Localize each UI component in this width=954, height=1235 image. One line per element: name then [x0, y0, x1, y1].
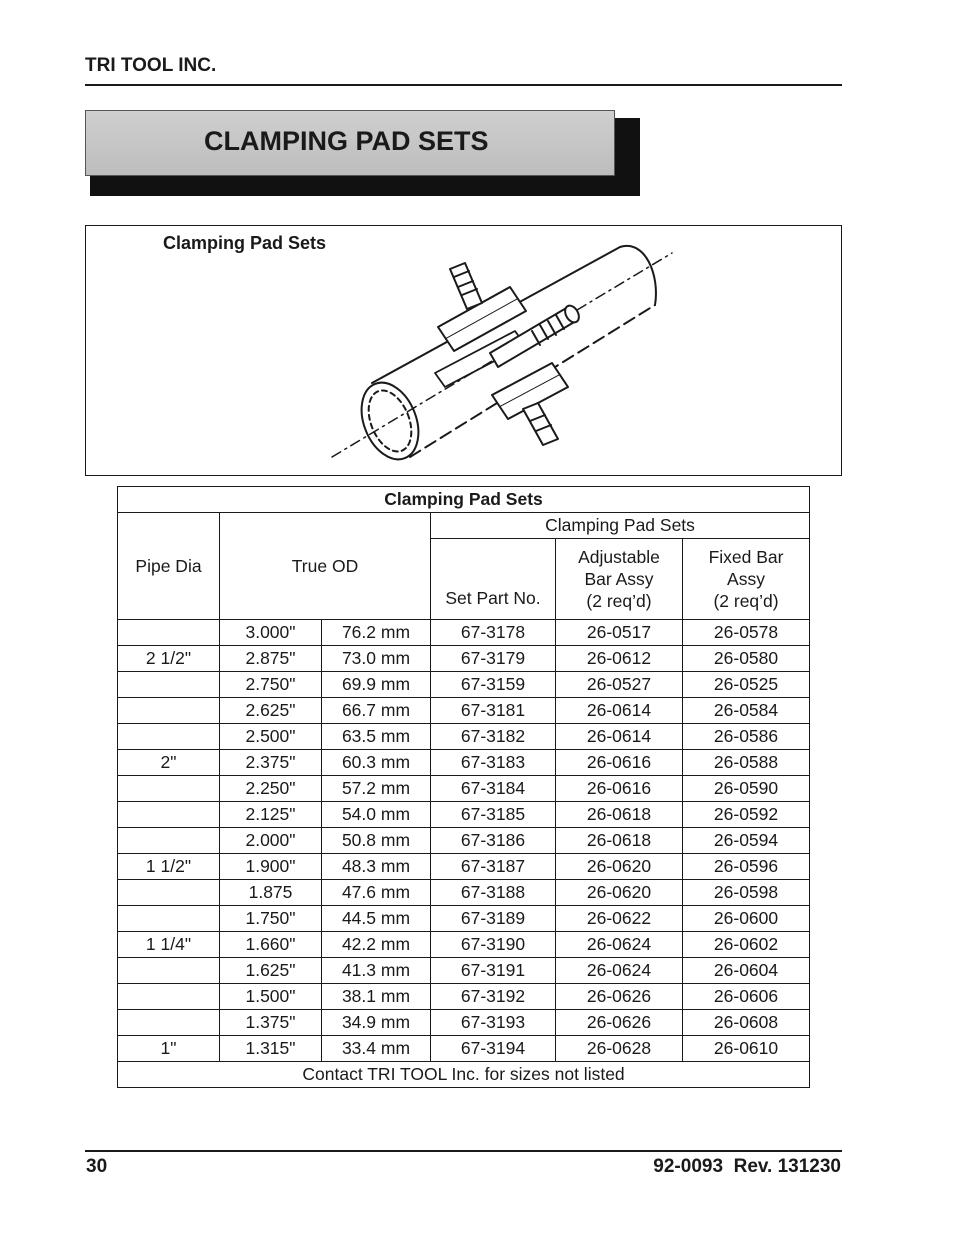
- cell-set-part-no: 67-3193: [431, 1010, 556, 1036]
- table-row: [118, 750, 810, 776]
- cell-od-inch: 2.625": [220, 698, 322, 724]
- cell-pipe-dia: 2 1/2": [118, 646, 220, 672]
- cell-set-part-no: 67-3183: [431, 750, 556, 776]
- cell-od-inch: 1.900": [220, 854, 322, 880]
- cell-od-inch: 2.750": [220, 672, 322, 698]
- table-row: [118, 984, 810, 1010]
- table-title-row: [118, 487, 810, 513]
- cell-set-part-no: 67-3185: [431, 802, 556, 828]
- cell-fixed-bar: 26-0606: [683, 984, 810, 1010]
- cell-fixed-bar: 26-0586: [683, 724, 810, 750]
- cell-od-mm: 33.4 mm: [322, 1036, 431, 1062]
- cell-adjustable-bar: 26-0614: [556, 698, 683, 724]
- cell-fixed-bar: 26-0578: [683, 620, 810, 646]
- table-row: [118, 698, 810, 724]
- cell-fixed-bar: 26-0525: [683, 672, 810, 698]
- cell-od-inch: 3.000": [220, 620, 322, 646]
- cell-od-inch: 2.375": [220, 750, 322, 776]
- cell-od-inch: 1.875: [220, 880, 322, 906]
- cell-adjustable-bar: 26-0624: [556, 958, 683, 984]
- cell-fixed-bar: 26-0584: [683, 698, 810, 724]
- cell-set-part-no: 67-3187: [431, 854, 556, 880]
- header-clamping-pad-sets: Clamping Pad Sets: [431, 513, 810, 539]
- table-row: [118, 854, 810, 880]
- cell-od-mm: 50.8 mm: [322, 828, 431, 854]
- cell-fixed-bar: 26-0608: [683, 1010, 810, 1036]
- cell-od-inch: 2.500": [220, 724, 322, 750]
- table-row: [118, 646, 810, 672]
- cell-pipe-dia: [118, 906, 220, 932]
- cell-od-mm: 54.0 mm: [322, 802, 431, 828]
- table-row: [118, 932, 810, 958]
- cell-adjustable-bar: 26-0620: [556, 880, 683, 906]
- cell-set-part-no: 67-3186: [431, 828, 556, 854]
- cell-adjustable-bar: 26-0622: [556, 906, 683, 932]
- cell-adjustable-bar: 26-0527: [556, 672, 683, 698]
- cell-set-part-no: 67-3179: [431, 646, 556, 672]
- cell-od-mm: 60.3 mm: [322, 750, 431, 776]
- cell-od-mm: 69.9 mm: [322, 672, 431, 698]
- table-row: [118, 802, 810, 828]
- header-fixed-bar-assy: Fixed Bar Assy (2 req’d): [683, 539, 810, 620]
- cell-od-mm: 57.2 mm: [322, 776, 431, 802]
- cell-fixed-bar: 26-0598: [683, 880, 810, 906]
- cell-set-part-no: 67-3194: [431, 1036, 556, 1062]
- header-true-od: True OD: [220, 513, 431, 620]
- cell-od-mm: 44.5 mm: [322, 906, 431, 932]
- cell-adjustable-bar: 26-0620: [556, 854, 683, 880]
- cell-fixed-bar: 26-0594: [683, 828, 810, 854]
- cell-od-mm: 47.6 mm: [322, 880, 431, 906]
- cell-od-inch: 2.875": [220, 646, 322, 672]
- section-title: CLAMPING PAD SETS: [204, 126, 489, 156]
- cell-od-mm: 38.1 mm: [322, 984, 431, 1010]
- cell-pipe-dia: [118, 620, 220, 646]
- cell-adjustable-bar: 26-0612: [556, 646, 683, 672]
- cell-set-part-no: 67-3182: [431, 724, 556, 750]
- table-row: [118, 1036, 810, 1062]
- cell-fixed-bar: 26-0602: [683, 932, 810, 958]
- cell-pipe-dia: [118, 672, 220, 698]
- cell-pipe-dia: [118, 698, 220, 724]
- cell-od-mm: 76.2 mm: [322, 620, 431, 646]
- cell-pipe-dia: [118, 776, 220, 802]
- cell-set-part-no: 67-3192: [431, 984, 556, 1010]
- cell-adjustable-bar: 26-0616: [556, 750, 683, 776]
- cell-adjustable-bar: 26-0618: [556, 828, 683, 854]
- cell-od-mm: 42.2 mm: [322, 932, 431, 958]
- cell-od-inch: 1.625": [220, 958, 322, 984]
- cell-od-inch: 2.250": [220, 776, 322, 802]
- page-number: 30: [86, 1156, 108, 1177]
- cell-fixed-bar: 26-0580: [683, 646, 810, 672]
- cell-pipe-dia: [118, 724, 220, 750]
- clamping-pad-sets-table: [117, 486, 810, 1088]
- table-body: [118, 620, 810, 1062]
- cell-set-part-no: 67-3188: [431, 880, 556, 906]
- cell-adjustable-bar: 26-0614: [556, 724, 683, 750]
- table-row: [118, 724, 810, 750]
- cell-pipe-dia: [118, 880, 220, 906]
- table-row: [118, 828, 810, 854]
- cell-fixed-bar: 26-0590: [683, 776, 810, 802]
- table-row: [118, 906, 810, 932]
- cell-set-part-no: 67-3190: [431, 932, 556, 958]
- cell-adjustable-bar: 26-0618: [556, 802, 683, 828]
- cell-od-mm: 34.9 mm: [322, 1010, 431, 1036]
- footer-rule: [85, 1150, 842, 1152]
- cell-od-inch: 2.000": [220, 828, 322, 854]
- company-name: TRI TOOL INC.: [85, 55, 217, 76]
- cell-set-part-no: 67-3178: [431, 620, 556, 646]
- cell-od-mm: 48.3 mm: [322, 854, 431, 880]
- cell-adjustable-bar: 26-0616: [556, 776, 683, 802]
- cell-adjustable-bar: 26-0624: [556, 932, 683, 958]
- cell-pipe-dia: [118, 1010, 220, 1036]
- cell-od-inch: 1.660": [220, 932, 322, 958]
- cell-pipe-dia: 2": [118, 750, 220, 776]
- cell-adjustable-bar: 26-0626: [556, 984, 683, 1010]
- cell-pipe-dia: [118, 802, 220, 828]
- table-row: [118, 1010, 810, 1036]
- cell-pipe-dia: [118, 984, 220, 1010]
- cell-fixed-bar: 26-0600: [683, 906, 810, 932]
- cell-set-part-no: 67-3191: [431, 958, 556, 984]
- cell-set-part-no: 67-3189: [431, 906, 556, 932]
- cell-set-part-no: 67-3159: [431, 672, 556, 698]
- table-row: [118, 958, 810, 984]
- header-pipe-dia: Pipe Dia: [118, 513, 220, 620]
- figure-caption: Clamping Pad Sets: [163, 233, 327, 253]
- cell-fixed-bar: 26-0592: [683, 802, 810, 828]
- cell-pipe-dia: 1 1/4": [118, 932, 220, 958]
- cell-od-mm: 63.5 mm: [322, 724, 431, 750]
- cell-od-inch: 1.375": [220, 1010, 322, 1036]
- cell-adjustable-bar: 26-0626: [556, 1010, 683, 1036]
- cell-pipe-dia: 1": [118, 1036, 220, 1062]
- cell-adjustable-bar: 26-0628: [556, 1036, 683, 1062]
- cell-od-inch: 1.500": [220, 984, 322, 1010]
- cell-pipe-dia: 1 1/2": [118, 854, 220, 880]
- document-number: 92-0093: [653, 1156, 724, 1177]
- cell-od-mm: 66.7 mm: [322, 698, 431, 724]
- cell-od-inch: 2.125": [220, 802, 322, 828]
- document-revision: [653, 1156, 841, 1178]
- table-row: [118, 776, 810, 802]
- table-title: Clamping Pad Sets: [118, 487, 810, 513]
- table-row: [118, 620, 810, 646]
- clamping-pad-illustration: [320, 235, 690, 465]
- cell-fixed-bar: 26-0610: [683, 1036, 810, 1062]
- revision: Rev. 131230: [733, 1156, 841, 1177]
- table-footer-note: Contact TRI TOOL Inc. for sizes not listed: [118, 1062, 810, 1088]
- cell-set-part-no: 67-3184: [431, 776, 556, 802]
- header-adjustable-bar-assy: Adjustable Bar Assy (2 req’d): [556, 539, 683, 620]
- cell-od-inch: 1.315": [220, 1036, 322, 1062]
- cell-adjustable-bar: 26-0517: [556, 620, 683, 646]
- table-header-row: [118, 513, 810, 539]
- cell-pipe-dia: [118, 958, 220, 984]
- header-rule: [85, 84, 842, 86]
- table-footer-row: [118, 1062, 810, 1088]
- cell-fixed-bar: 26-0596: [683, 854, 810, 880]
- table-row: [118, 672, 810, 698]
- cell-od-inch: 1.750": [220, 906, 322, 932]
- header-set-part-no: Set Part No.: [431, 539, 556, 620]
- cell-pipe-dia: [118, 828, 220, 854]
- cell-fixed-bar: 26-0604: [683, 958, 810, 984]
- cell-od-mm: 41.3 mm: [322, 958, 431, 984]
- table-row: [118, 880, 810, 906]
- cell-set-part-no: 67-3181: [431, 698, 556, 724]
- cell-fixed-bar: 26-0588: [683, 750, 810, 776]
- cell-od-mm: 73.0 mm: [322, 646, 431, 672]
